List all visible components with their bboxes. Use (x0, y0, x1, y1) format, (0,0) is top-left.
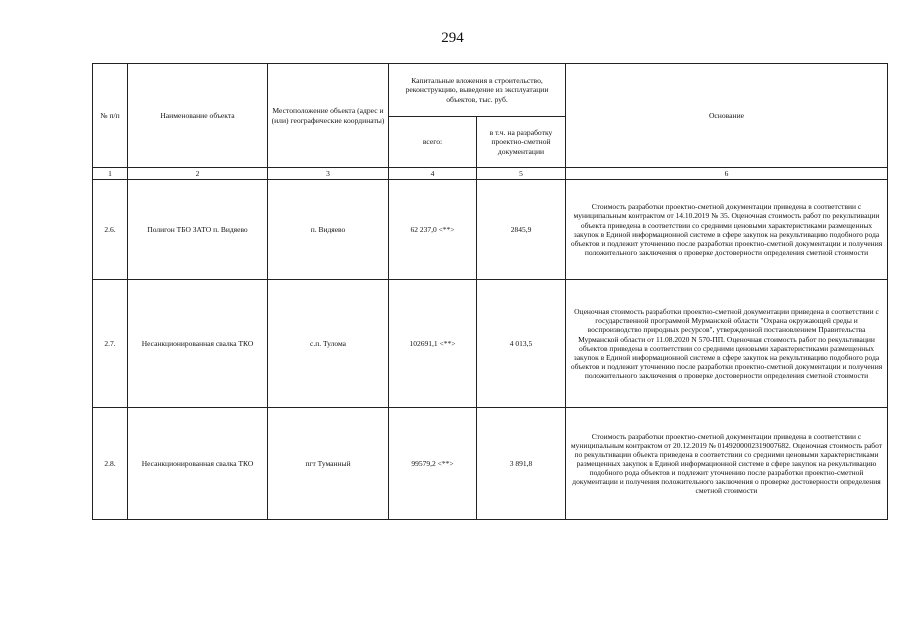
col-number: 3 (268, 168, 389, 180)
table-row (93, 280, 888, 408)
row-num: 2.6. (93, 180, 128, 280)
col-number: 5 (477, 168, 566, 180)
row-total: 62 237,0 <**> (389, 180, 477, 280)
row-location: пгт Туманный (268, 408, 389, 520)
header-capital: Капитальные вложения в строительство, реконструкцию, выведение из эксплуатации объектов, тыс. руб. (389, 64, 566, 117)
row-basis: Стоимость разработки проектно-сметной документации приведена в соответствии с муниципальным контрактом от 20.12.2019 № 0149200002319007682. Оценочная стоимость работ по рекультивации объекта приведена в соответствии со средними ценовыми характеристиками размещенных закупок в Единой информационной системе в сфере закупок на рекультивацию подобного рода объектов и подлежит уточнению после разработки проектно-сметной документации и получения положительного заключения о проверке достоверности определения сметной стоимости (566, 408, 888, 520)
header-location: Местоположение объекта (адрес и (или) географические координаты) (268, 64, 389, 168)
table-row (93, 408, 888, 520)
row-location: п. Видяево (268, 180, 389, 280)
col-number: 1 (93, 168, 128, 180)
header-total: всего: (389, 117, 477, 168)
row-total: 99579,2 <**> (389, 408, 477, 520)
header-basis: Основание (566, 64, 888, 168)
row-name: Несанкционированная свалка ТКО (128, 408, 268, 520)
page-number: 294 (441, 30, 464, 46)
header-design: в т.ч. на разработку проектно-сметной документации (477, 117, 566, 168)
col-number: 2 (128, 168, 268, 180)
row-basis: Оценочная стоимость разработки проектно-сметной документации приведена в соответствии с государственной программой Мурманской области "Охрана окружающей среды и воспроизводство природных ресурсов", утвержденной постановлением Правительства Мурманской области от 11.08.2020 N 570-ПП. Оценочная стоимость работ по рекультивации объектов приведена в соответствии со средними ценовыми характеристиками размещенных закупок в Единой информационной системе в сфере закупок на рекультивацию подобного рода объектов и подлежит уточнению после разработки проектно-сметной документации и получения положительного заключения о проверке достоверности определения сметной стоимости (566, 280, 888, 408)
row-location: с.п. Тулома (268, 280, 389, 408)
row-name: Полигон ТБО ЗАТО п. Видяево (128, 180, 268, 280)
row-basis: Стоимость разработки проектно-сметной документации приведена в соответствии с муниципальным контрактом от 14.10.2019 № 35. Оценочная стоимость работ по рекультивации объекта приведена в соответствии со средними ценовыми характеристиками размещенных закупок в Единой информационной системе в сфере закупок на рекультивацию подобного рода объектов и подлежит уточнению после разработки проектно-сметной документации и получения положительного заключения о проверке достоверности определения сметной стоимости (566, 180, 888, 280)
col-number: 4 (389, 168, 477, 180)
row-name: Несанкционированная свалка ТКО (128, 280, 268, 408)
row-total: 102691,1 <**> (389, 280, 477, 408)
row-num: 2.8. (93, 408, 128, 520)
investment-table (92, 63, 888, 520)
table-row (93, 180, 888, 280)
row-design: 4 013,5 (477, 280, 566, 408)
header-num: № п/п (93, 64, 128, 168)
row-num: 2.7. (93, 280, 128, 408)
row-design: 2845,9 (477, 180, 566, 280)
row-design: 3 891,8 (477, 408, 566, 520)
col-number: 6 (566, 168, 888, 180)
header-name: Наименование объекта (128, 64, 268, 168)
